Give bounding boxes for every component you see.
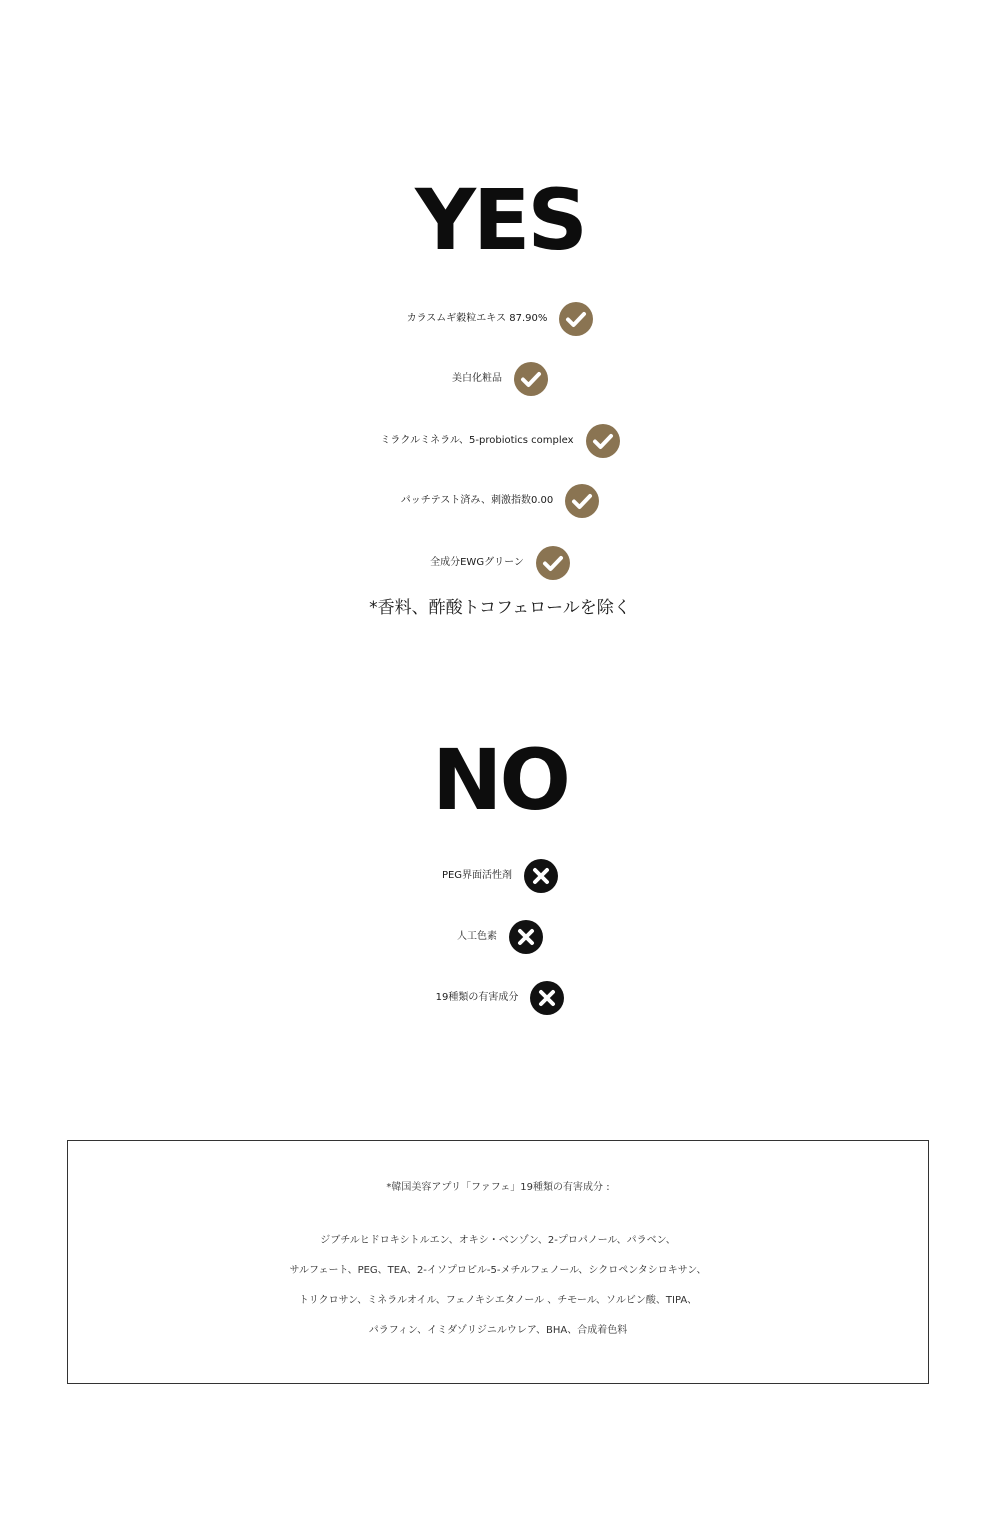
- no-item-label: 人工色素: [457, 931, 497, 942]
- no-item-artificial-color: [0, 920, 1000, 954]
- x-circle-icon: [530, 981, 564, 1015]
- no-heading: NO: [432, 731, 568, 829]
- yes-item-oat-extract: [0, 302, 1000, 336]
- no-item-label: PEG界面活性剤: [441, 870, 513, 881]
- yes-item-label: 美白化粧品: [452, 373, 502, 384]
- yes-footnote: *香料、酢酸トコフェロールを除く: [369, 598, 631, 618]
- yes-item-label: パッチテスト済み、刺激指数0.00: [400, 495, 554, 506]
- x-circle-icon: [509, 920, 543, 954]
- yes-item-patch-test: [0, 484, 1000, 518]
- check-circle-icon: [565, 484, 599, 518]
- check-circle-icon: [586, 424, 620, 458]
- yes-item-label: カラスムギ穀粒エキス 87.90%: [406, 313, 548, 324]
- yes-item-whitening: [0, 362, 1000, 396]
- yes-item-label: ミラクルミネラル、5-probiotics complex: [380, 435, 574, 446]
- harmful-ingredients-box: [67, 1140, 929, 1384]
- no-item-label: 19種類の有害成分: [435, 992, 519, 1003]
- yes-item-ewg-green: [0, 546, 1000, 580]
- harmful-box-line: パラフィン、イミダゾリジニルウレア、BHA、合成着色料: [368, 1325, 628, 1336]
- yes-item-miracle-mineral: [0, 424, 1000, 458]
- harmful-box-line: ジブチルヒドロキシトルエン、オキシ・ベンゾン、2-プロパノール、パラベン、: [320, 1235, 676, 1246]
- check-circle-icon: [514, 362, 548, 396]
- no-item-peg: [0, 859, 1000, 893]
- yes-item-label: 全成分EWGグリーン: [430, 557, 524, 568]
- harmful-box-line: トリクロサン、ミネラルオイル、フェノキシエタノール 、チモール、ソルビン酸、TIPA、: [298, 1295, 698, 1306]
- check-circle-icon: [536, 546, 570, 580]
- x-circle-icon: [524, 859, 558, 893]
- yes-heading: YES: [415, 171, 585, 269]
- harmful-box-title: *韓国美容アプリ「ファフェ」19種類の有害成分 :: [386, 1182, 610, 1193]
- harmful-box-line: サルフェート、PEG、TEA、2-イソプロピル-5-メチルフェノール、シクロペンタシロキサン、: [289, 1265, 707, 1276]
- no-item-harmful-19: [0, 981, 1000, 1015]
- check-circle-icon: [559, 302, 593, 336]
